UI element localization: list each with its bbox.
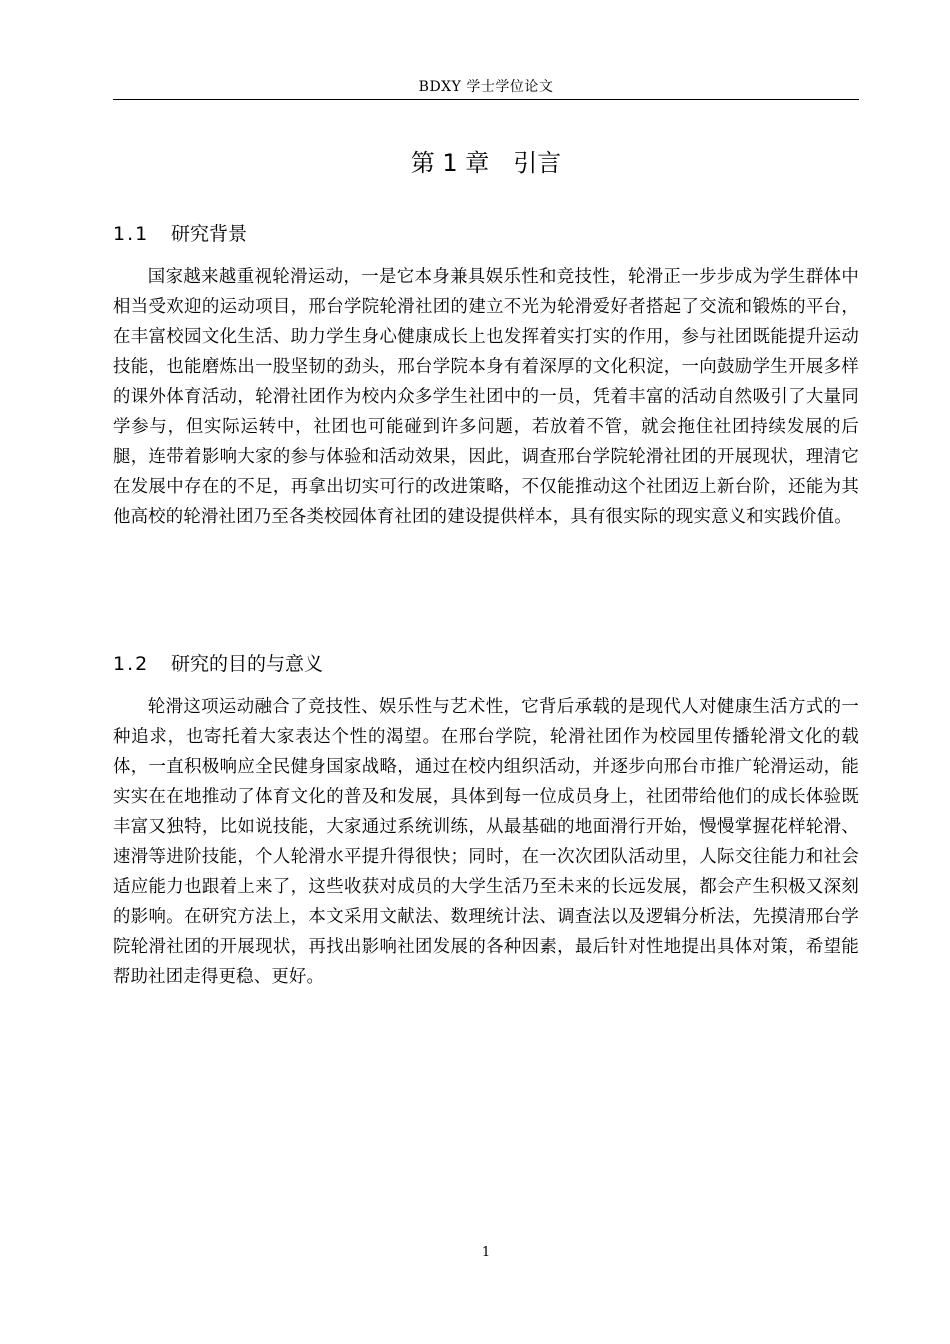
page-number: 1 [481,1245,491,1260]
section-heading-purpose [113,650,859,678]
running-header: BDXY 学士学位论文 [418,79,554,95]
chapter-number: 第 1 章 [410,149,490,177]
section-title: 研究的目的与意义 [171,653,324,675]
header-divider [113,99,859,100]
section-paragraph-background: 国家越来越重视轮滑运动，一是它本身兼具娱乐性和竞技性，轮滑正一步步成为学生群体中相当受欢迎的运动项目，邢台学院轮滑社团的建立不光为轮滑爱好者搭起了交流和锻炼的平台，在丰富校园文化生活、助力学生身心健康成长上也发挥着实打实的作用，参与社团既能提升运动技能，也能磨炼出一股坚韧的劲头，邢台学院本身有着深厚的文化积淀，一向鼓励学生开展多样的课外体育活动，轮滑社团作为校内众多学生社团中的一员，凭着丰富的活动自然吸引了大量同学参与，但实际运转中，社团也可能碰到许多问题，若放着不管，就会拖住社团持续发展的后腿，连带着影响大家的参与体验和活动效果，因此，调查邢台学院轮滑社团的开展现状，理清它在发展中存在的不足，再拿出切实可行的改进策略，不仅能推动这个社团迈上新台阶，还能为其他高校的轮滑社团乃至各类校园体育社团的建设提供样本，具有很实际的现实意义和实践价值。 [113,267,859,527]
chapter-title [113,146,859,180]
chapter-name: 引言 [513,149,562,177]
section-number: 1.1 [113,223,150,245]
section-paragraph-purpose: 轮滑这项运动融合了竞技性、娱乐性与艺术性，它背后承载的是现代人对健康生活方式的一种追求，也寄托着大家表达个性的渴望。在邢台学院，轮滑社团作为校园里传播轮滑文化的载体，一直积极响应全民健身国家战略，通过在校内组织活动，并逐步向邢台市推广轮滑运动，能实实在在地推动了体育文化的普及和发展，具体到每一位成员身上，社团带给他们的成长体验既丰富又独特，比如说技能，大家通过系统训练，从最基础的地面滑行开始，慢慢掌握花样轮滑、速滑等进阶技能，个人轮滑水平提升得很快；同时，在一次次团队活动里，人际交往能力和社会适应能力也跟着上来了，这些收获对成员的大学生活乃至未来的长远发展，都会产生积极又深刻的影响。在研究方法上，本文采用文献法、数理统计法、调查法以及逻辑分析法，先摸清邢台学院轮滑社团的开展现状，再找出影响社团发展的各种因素，最后针对性地提出具体对策，希望能帮助社团走得更稳、更好。 [113,697,859,987]
section-title: 研究背景 [171,223,248,245]
section-heading-background [113,220,859,248]
section-number: 1.2 [113,653,150,675]
